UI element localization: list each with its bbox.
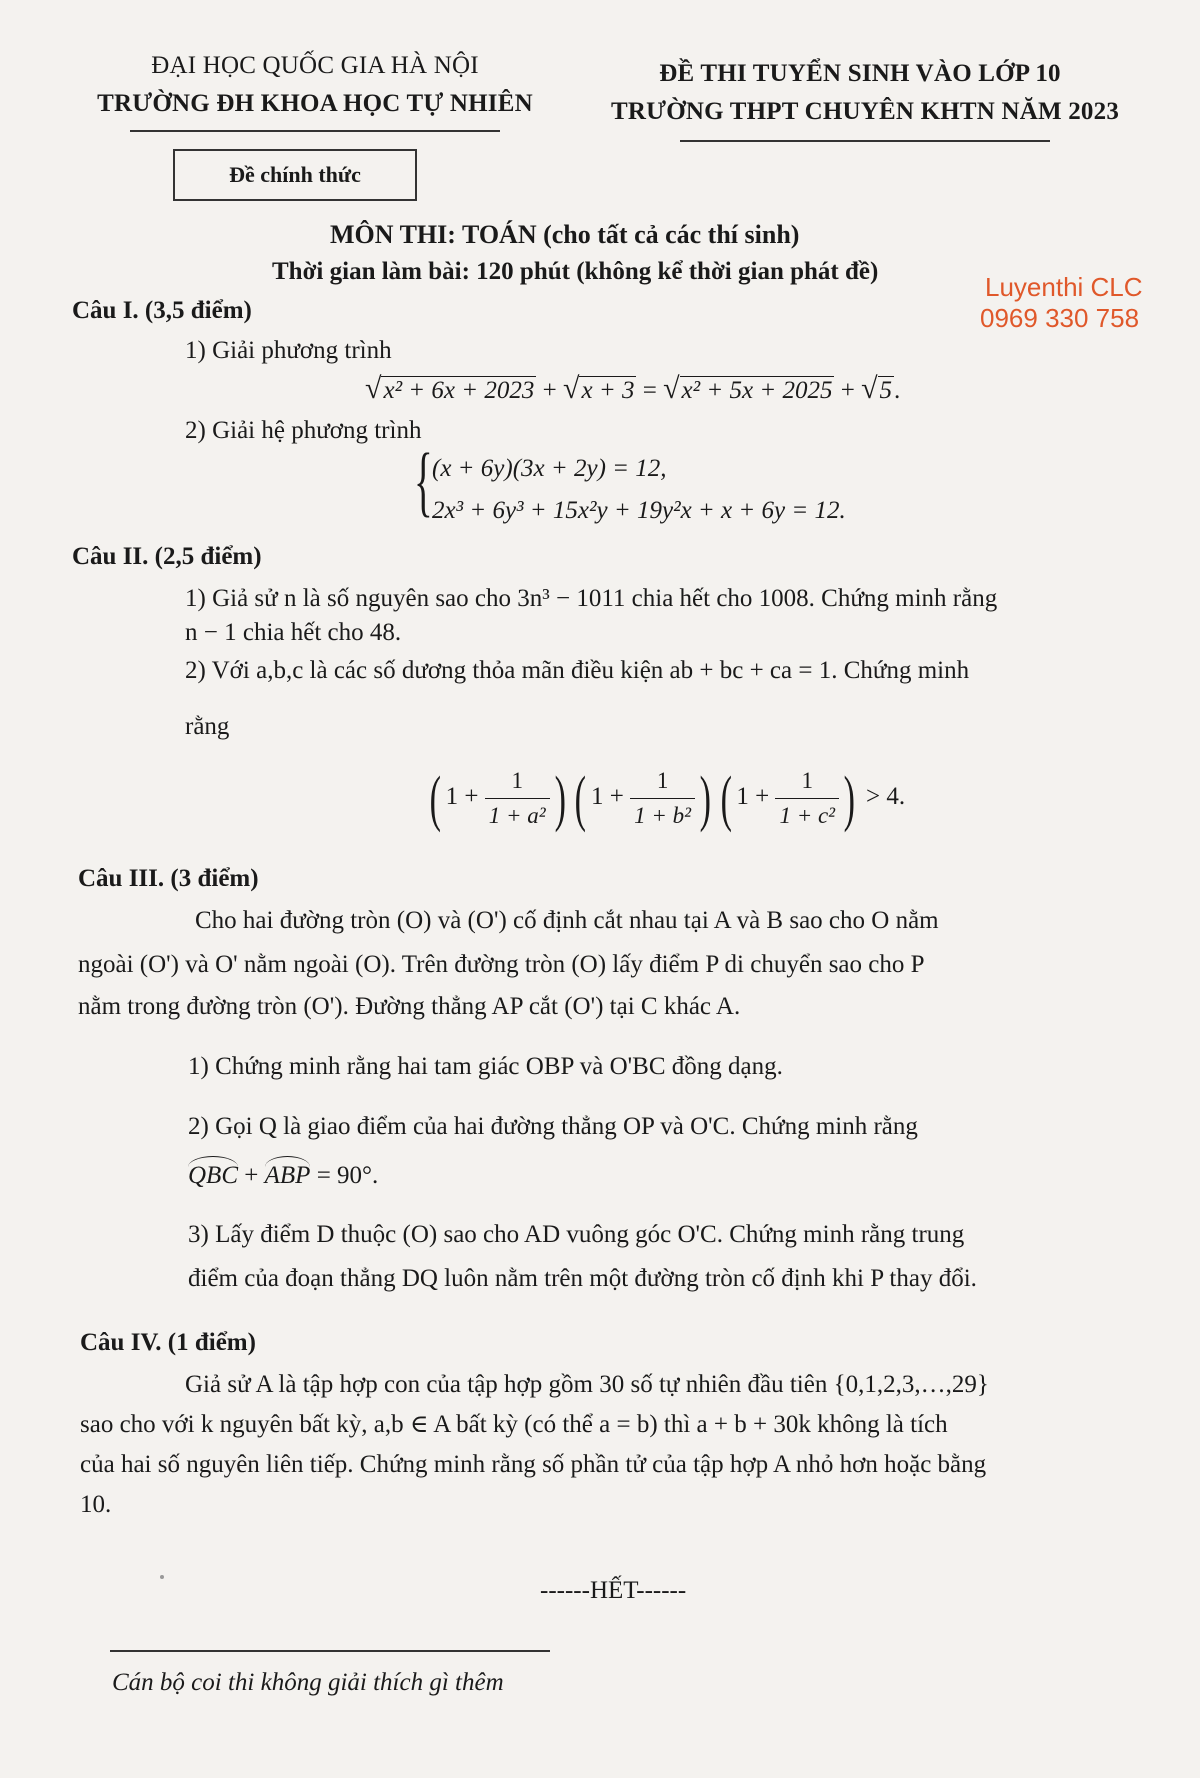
question-3-intro-line-3: nằm trong đường tròn (O'). Đường thẳng AP cắt (O') tại C khác A. bbox=[78, 993, 741, 1020]
question-1-title: Câu I. (3,5 điểm) bbox=[72, 297, 252, 324]
eq-plus: + bbox=[834, 377, 862, 404]
system-brace: { bbox=[414, 437, 433, 524]
question-3-part-3-line-2: điểm của đoạn thẳng DQ luôn nằm trên một đường tròn cố định khi P thay đổi. bbox=[188, 1265, 977, 1292]
eq-equals: = bbox=[636, 377, 664, 404]
duration-text: Thời gian làm bài: 120 phút (không kể thời gian phát đề) bbox=[272, 258, 879, 285]
frac-numerator: 1 bbox=[775, 764, 839, 799]
radicand-2: x + 3 bbox=[581, 377, 635, 404]
footer-rule bbox=[110, 1650, 550, 1652]
radicand-1: x² + 6x + 2023 bbox=[383, 377, 535, 404]
frac-denominator-c: 1 + c² bbox=[779, 803, 836, 828]
question-2-part-1-line-2: n − 1 chia hết cho 48. bbox=[185, 619, 402, 646]
university-name: ĐẠI HỌC QUỐC GIA HÀ NỘI bbox=[151, 52, 479, 79]
question-1-part-1: 1) Giải phương trình bbox=[185, 337, 392, 364]
exam-title: ĐỀ THI TUYỂN SINH VÀO LỚP 10 bbox=[659, 60, 1061, 87]
angle-equation bbox=[188, 1156, 378, 1193]
ineq-one-plus: 1 + bbox=[591, 783, 631, 811]
angle-abp: ABP bbox=[265, 1156, 311, 1193]
eq-end: . bbox=[894, 377, 901, 404]
footer-note: Cán bộ coi thi không giải thích gì thêm bbox=[112, 1669, 504, 1696]
radicand-3: x² + 5x + 2025 bbox=[681, 377, 833, 404]
question-4-title: Câu IV. (1 điểm) bbox=[80, 1329, 256, 1356]
question-3-title: Câu III. (3 điểm) bbox=[78, 865, 259, 892]
ineq-end: > 4. bbox=[859, 783, 906, 811]
watermark-phone: 0969 330 758 bbox=[980, 303, 1140, 333]
header-right-rule bbox=[680, 140, 1050, 142]
question-3-intro-line-2: ngoài (O') và O' nằm ngoài (O). Trên đường tròn (O) lấy điểm P di chuyển sao cho P bbox=[78, 951, 925, 978]
subject-title: MÔN THI: TOÁN (cho tất cả các thí sinh) bbox=[330, 220, 800, 249]
question-4-line-3: của hai số nguyên liên tiếp. Chứng minh rằng số phần tử của tập hợp A nhỏ hơn hoặc bằng bbox=[80, 1451, 987, 1478]
frac-denominator-a: 1 + a² bbox=[488, 803, 546, 828]
question-3-part-2-line-1: 2) Gọi Q là giao điểm của hai đường thẳng OP và O'C. Chứng minh rằng bbox=[188, 1113, 918, 1140]
watermark-name: Luyenthi CLC bbox=[985, 272, 1143, 302]
radicand-4: 5 bbox=[879, 377, 893, 404]
faculty-name: TRƯỜNG ĐH KHOA HỌC TỰ NHIÊN bbox=[97, 90, 533, 117]
equation-1: √x² + 6x + 2023 + √x + 3 = √x² + 5x + 2025 + √5. bbox=[365, 372, 901, 405]
frac-denominator-b: 1 + b² bbox=[634, 803, 692, 828]
ineq-one-plus: 1 + bbox=[736, 783, 776, 811]
question-2-part-1-line-1: 1) Giả sử n là số nguyên sao cho 3n³ − 1011 chia hết cho 1008. Chứng minh rằng bbox=[185, 585, 998, 612]
question-1-part-2: 2) Giải hệ phương trình bbox=[185, 417, 422, 444]
eq-plus: + bbox=[536, 377, 564, 404]
question-3-part-3-line-1: 3) Lấy điểm D thuộc (O) sao cho AD vuông góc O'C. Chứng minh rằng trung bbox=[188, 1221, 965, 1248]
question-4-line-1: Giả sử A là tập hợp con của tập hợp gồm 30 số tự nhiên đầu tiên {0,1,2,3,…,29} bbox=[185, 1371, 989, 1398]
question-4-line-4: 10. bbox=[80, 1491, 112, 1518]
header-left-rule bbox=[130, 130, 500, 132]
frac-numerator: 1 bbox=[630, 764, 695, 799]
angle-rest: = 90°. bbox=[310, 1162, 379, 1189]
school-year-title: TRƯỜNG THPT CHUYÊN KHTN NĂM 2023 bbox=[610, 98, 1120, 125]
system-line-2: 2x³ + 6y³ + 15x²y + 19y²x + x + 6y = 12. bbox=[432, 497, 846, 524]
question-2-part-2-line-1: 2) Với a,b,c là các số dương thỏa mãn điều kiện ab + bc + ca = 1. Chứng minh bbox=[185, 657, 970, 684]
end-marker: ------HẾT------ bbox=[540, 1577, 687, 1604]
official-exam-box: Đề chính thức bbox=[173, 149, 417, 201]
question-2-title: Câu II. (2,5 điểm) bbox=[72, 543, 262, 570]
question-3-part-1: 1) Chứng minh rằng hai tam giác OBP và O'BC đồng dạng. bbox=[188, 1053, 783, 1080]
angle-qbc: QBC bbox=[188, 1156, 238, 1193]
question-2-part-2-line-2: rằng bbox=[185, 713, 230, 740]
scan-speck bbox=[160, 1575, 164, 1579]
angle-plus: + bbox=[238, 1162, 265, 1189]
frac-numerator: 1 bbox=[485, 764, 550, 799]
question-3-intro-line-1: Cho hai đường tròn (O) và (O') cố định cắt nhau tại A và B sao cho O nằm bbox=[195, 907, 939, 934]
ineq-one-plus: 1 + bbox=[445, 783, 485, 811]
question-4-line-2: sao cho với k nguyên bất kỳ, a,b ∈ A bất kỳ (có thể a = b) thì a + b + 30k không là tích bbox=[80, 1411, 948, 1438]
inequality: ( 1 + $\frac{1}{\text{1 + a²}}$ ) ( 1 + $\frac{1}{\text{1 + b²}}$ ) ( 1 + $\frac{1}{\text{1 + c²}}$ ) > 4. bbox=[429, 764, 906, 833]
system-line-1: (x + 6y)(3x + 2y) = 12, bbox=[432, 455, 667, 482]
